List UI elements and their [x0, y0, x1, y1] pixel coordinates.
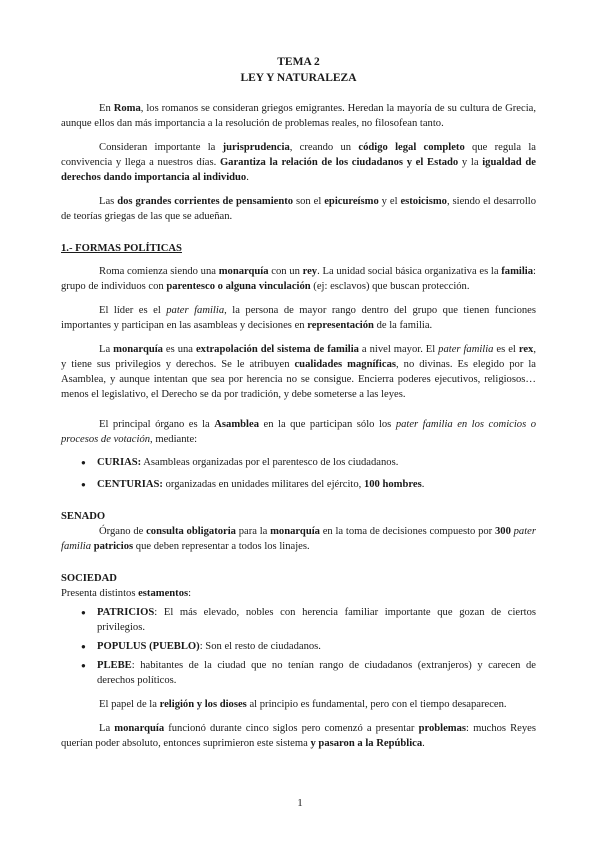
asamblea-list [61, 455, 536, 492]
list-item-centurias: ● CENTURIAS: organizadas en unidades militares del ejército, 100 hombres. [61, 477, 536, 492]
intro-paragraph-3: Las dos grandes corrientes de pensamiento son el epicureísmo y el estoicismo, siendo el desarrollo de teorías griegas de las que se adueñan. [61, 196, 537, 222]
intro-paragraph-1: En Roma, los romanos se consideran griegos emigrantes. Heredan la mayoría de su cultura de Grecia, aunque ellos dan más importancia a la resolución de problemas reales, no filosofean tanto. [61, 103, 536, 129]
formas-paragraph-1: Roma comienza siendo una monarquía con un rey. La unidad social básica organizativa es la familia: grupo de individuos con parentesco o alguna vinculación (ej: esclavos) que buscan protección. [61, 266, 536, 292]
section-heading-senado: SENADO [61, 511, 106, 522]
sociedad-intro: Presenta distintos estamentos: [61, 588, 192, 599]
document-page [61, 54, 536, 751]
intro-paragraph-2: Consideran importante la jurisprudencia, creando un código legal completo que regula la convivencia y llega a nuestros días. Garantiza la relación de los ciudadanos y el Estado y la igualdad de derechos dando importancia al individuo. [61, 142, 537, 183]
document-title-line-2: LEY Y NATURALEZA [240, 72, 357, 84]
formas-paragraph-4: El principal órgano es la Asamblea en la que participan sólo los pater familia en los comicios o procesos de votación, mediante: [61, 419, 537, 445]
list-item-plebe: ● PLEBE: habitantes de la ciudad que no tenían rango de ciudadanos (extranjeros) y carecen de derechos políticos. [61, 658, 536, 688]
formas-paragraph-3: La monarquía es una extrapolación del sistema de familia a nivel mayor. El pater familia es el rex, y tiene sus privilegios y derechos. Se le atribuyen cualidades magníficas, no divinas. Es elegido por la Asamblea, y aunque intentan que sea por herencia no se consigue. Encierra poderes ejecutivos, religiosos… menos el legislativo, el Derecho se da por tradición, y debe someterse a las leyes. [61, 344, 536, 400]
sociedad-paragraph-2: La monarquía funcionó durante cinco siglos pero comenzó a presentar problemas: muchos Reyes querían poder absoluto, entonces suprimieron este sistema y pasaron a la República. [61, 723, 537, 749]
list-item-patricios: ● PATRICIOS: El más elevado, nobles con herencia familiar importante que gozan de ciertos privilegios. [61, 605, 536, 635]
section-heading-formas-politicas: 1.- FORMAS POLÍTICAS [61, 243, 182, 254]
page-number: 1 [297, 797, 303, 809]
document-title-line-1: TEMA 2 [277, 56, 320, 68]
section-heading-sociedad: SOCIEDAD [61, 573, 117, 584]
formas-paragraph-2: El líder es el pater familia, la persona de mayor rango dentro del grupo que tienen funciones importantes y participan en las asambleas y decisiones en representación de la familia. [61, 305, 536, 331]
list-item-curias: ● CURIAS: Asambleas organizadas por el parentesco de los ciudadanos. [61, 455, 536, 470]
estamentos-list [61, 605, 536, 688]
senado-paragraph: Órgano de consulta obligatoria para la monarquía en la toma de decisiones compuesto por 300 pater familia patricios que deben representar a todos los linajes. [61, 526, 536, 552]
sociedad-paragraph-1: El papel de la religión y los dioses al principio es fundamental, pero con el tiempo desaparecen. [99, 699, 507, 710]
list-item-populus: ● POPULUS (PUEBLO): Son el resto de ciudadanos. [61, 639, 536, 654]
